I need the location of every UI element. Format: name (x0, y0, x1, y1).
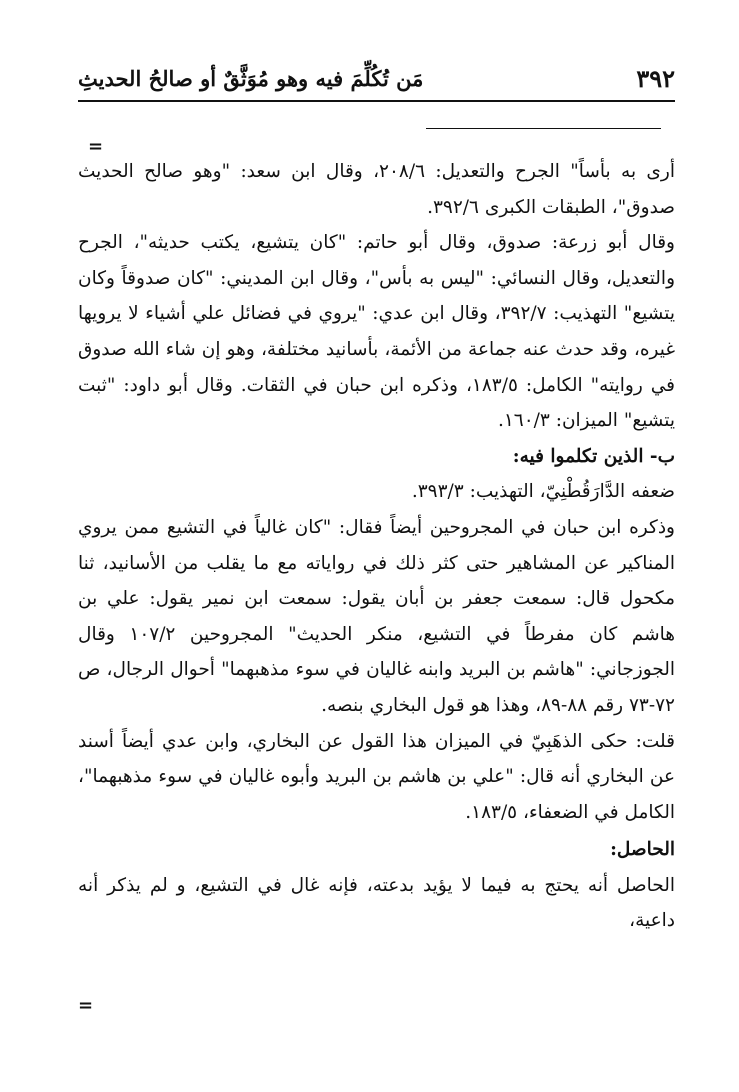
footnote-body (78, 154, 675, 939)
paragraph-praise: وقال أبو زرعة: صدوق، وقال أبو حاتم: "كان يتشيع، يكتب حديثه"، الجرح والتعديل، وقال النسائي: "ليس به بأس"، وقال ابن المديني: "كان صدوقاً وكان يتشيع" التهذيب: ٣٩٢/٧، وقال ابن عدي: "يروي في فضائل علي أشياء لا يرويها غيره، وقد حدث عنه جماعة من الأئمة، بأسانيد مختلفة، وهو إن شاء الله صدوق في روايته" الكامل: ١٨٣/٥، وذكره ابن حبان في الثقات. وقال أبو داود: "ثبت يتشيع" الميزان: ١٦٠/٣. (78, 232, 675, 432)
paragraph-daraqutni: ضعفه الدَّارَقُطْنِيّ، التهذيب: ٣٩٣/٣. (411, 481, 675, 503)
continuation-mark-bottom: = (78, 995, 94, 1016)
footnote-rule (426, 128, 661, 129)
header-rule (78, 100, 675, 102)
page-header (78, 58, 675, 98)
continuation-mark-top: = (88, 136, 104, 157)
running-title: مَن تُكُلِّمَ فيه وهو مُوَثَّقٌ أو صالحُ الحديثِ (78, 65, 424, 91)
paragraph-summary: الحاصل أنه يحتج به فيما لا يؤيد بدعته، فإنه غال في التشيع، و لم يذكر أنه داعية، (78, 874, 675, 932)
paragraph-qultu: قلت: حكى الذهَبِيّ في الميزان هذا القول عن البخاري، وابن عدي أيضاً أسند عن البخاري أنه قال: "علي بن هاشم بن البريد وأبوه غاليان في سوء مذهبهما"، الكامل في الضعفاء، ١٨٣/٥. (78, 730, 675, 823)
heading-critics: ب- الذين تكلموا فيه: (512, 445, 675, 467)
page-number: ٣٩٢ (636, 63, 675, 93)
paragraph-ibn-hibban: وذكره ابن حبان في المجروحين أيضاً فقال: "كان غالياً في التشيع ممن يروي المناكير عن المشاهير حتى كثر ذلك في رواياته مع ما يقلب من الأسانيد، ثنا مكحول قال: سمعت جعفر بن أبان يقول: سمعت ابن نمير يقول: علي بن هاشم كان مفرطاً في التشيع، منكر الحديث" المجروحين ١٠٧/٢ وقال الجوزجاني: "هاشم بن البريد وابنه غاليان في سوء مذهبهما" أحوال الرجال، ص ٧٢-٧٣ رقم ٨٨-٨٩، وهذا هو قول البخاري بنصه. (78, 516, 675, 716)
paragraph-evaluation: أرى به بأساً" الجرح والتعديل: ٢٠٨/٦، وقال ابن سعد: "وهو صالح الحديث صدوق"، الطبقات الكبرى ٣٩٢/٦. (78, 161, 675, 218)
heading-summary: الحاصل: (610, 839, 675, 861)
